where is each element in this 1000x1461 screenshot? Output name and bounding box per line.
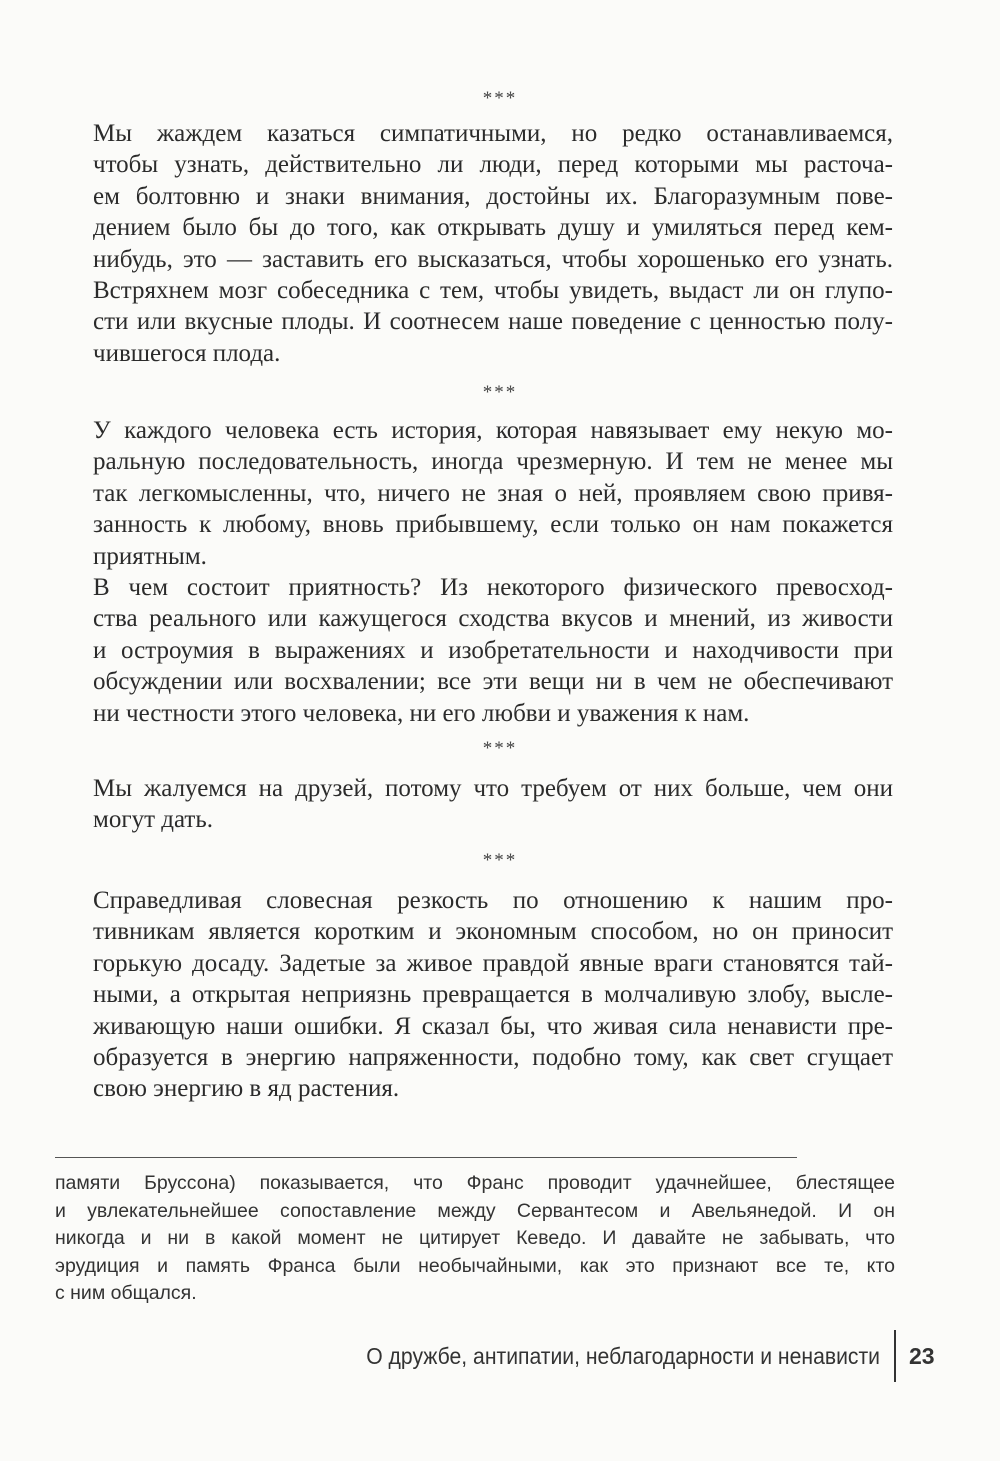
text-line: образуется в энергию напряженности, подобно тому, как свет сгущает — [93, 1044, 893, 1072]
paragraph-history — [93, 415, 893, 572]
text-line: сти или вкусные плоды. И соотнесем наше поведение с ценностью полу- — [93, 308, 893, 336]
text-line: обсуждении или восхвалении; все эти вещи ни в чем не обеспечивают — [93, 668, 893, 696]
footnote-rule — [55, 1157, 797, 1158]
text-line: свою энергию в яд растения. — [93, 1075, 400, 1103]
footnote-line: с ним общался. — [55, 1282, 197, 1304]
text-line: тивникам является коротким и экономным способом, но он приносит — [93, 918, 893, 946]
text-line: живающую наши ошибки. Я сказал бы, что живая сила ненависти пре- — [93, 1012, 893, 1040]
text-line: дением было бы до того, как открывать душу и умиляться перед кем- — [93, 214, 893, 242]
text-line: чившегося плода. — [93, 339, 281, 367]
running-head: О дружбе, антипатии, неблагодарности и ненависти — [366, 1343, 880, 1369]
text-line: занность к любому, вновь прибывшему, если только он нам покажется — [93, 511, 893, 539]
text-line: так легкомысленны, что, ничего не зная о ней, проявляем свою привя- — [93, 479, 893, 507]
footnote-line: эрудиция и память Франса были необычайными, как это признают все те, кто — [55, 1254, 895, 1277]
text-line: чтобы узнать, действительно ли люди, перед которыми мы расточа- — [93, 151, 893, 179]
paragraph-pleasantness — [93, 572, 893, 729]
footnote-line: никогда и ни в какой момент не цитирует Кеведо. И давайте не забывать, что — [55, 1227, 895, 1249]
text-line: ства реального или кажущегося сходства вкусов и мнений, из живости — [93, 605, 893, 633]
text-line: В чем состоит приятность? Из некоторого физического превосход- — [93, 574, 893, 601]
text-line: ни честности этого человека, ни его любви и уважения к нам. — [93, 699, 750, 727]
footnote — [55, 1170, 895, 1308]
text-line: нибудь, это — заставить его высказаться, чтобы хорошенько его узнать. — [93, 245, 893, 273]
text-line: и остроумия в выражениях и изобретательности и находчивости при — [93, 636, 893, 664]
paragraph-friends — [93, 773, 893, 836]
section-separator: *** — [482, 738, 518, 759]
text-line: Мы жаждем казаться симпатичными, но редко останавливаемся, — [93, 120, 893, 147]
footnote-line: памяти Бруссона) показывается, что Франс проводит удачнейшее, блестящее — [55, 1172, 895, 1194]
paragraph-sympathy — [93, 118, 893, 369]
footnote-line: и увлекательнейшее сопоставление между Сервантесом и Авельянедой. И он — [55, 1199, 895, 1222]
footer-divider — [894, 1330, 896, 1382]
text-line: ем болтовню и знаки внимания, достойны их. Благоразумным пове- — [93, 182, 893, 210]
text-line: Встряхнем мозг собеседника с тем, чтобы увидеть, выдаст ли он глупо- — [93, 277, 893, 305]
section-separator: *** — [482, 382, 518, 403]
text-line: Мы жалуемся на друзей, потому что требуем от них больше, чем они — [93, 775, 893, 802]
page-number: 23 — [909, 1343, 935, 1369]
text-line: Справедливая словесная резкость по отношению к нашим про- — [93, 887, 893, 914]
text-line: горькую досаду. Задетые за живое правдой явные враги становятся тай- — [93, 949, 893, 977]
section-separator: *** — [482, 88, 518, 109]
text-line: приятным. — [93, 542, 207, 570]
section-separator: *** — [482, 850, 518, 871]
text-line: У каждого человека есть история, которая навязывает ему некую мо- — [93, 417, 893, 444]
text-line: могут дать. — [93, 806, 213, 834]
paragraph-harshness — [93, 885, 893, 1105]
text-line: ральную последовательность, иногда чрезмерную. И тем не менее мы — [93, 448, 893, 476]
text-line: ными, а открытая неприязнь превращается в молчаливую злобу, высле- — [93, 981, 893, 1009]
